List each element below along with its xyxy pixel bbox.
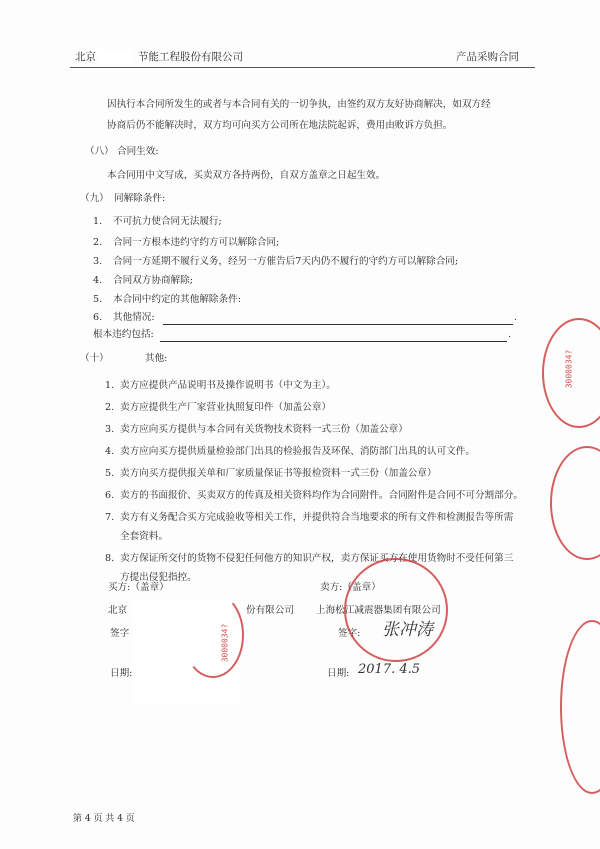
list-item-number: 3. [105,424,115,435]
list-item-text: 卖方应向买方提供质量检验部门出具的检验报告及环保、消防部门出具的认可文件。 [120,446,475,457]
dispute-line-1: 因执行本合同所发生的或者与本合同有关的一切争执，由签约双方友好协商解决，如双方经 [107,99,491,110]
list-item-number: 1. [105,380,115,391]
list-item-text: 合同双方协商解除; [113,275,193,286]
seller-handwritten-date: 2017. 4.5 [358,662,421,677]
list-item-number: 7. [105,512,115,523]
blank-period: . [514,312,518,323]
page-number: 第 4 页 共 4 页 [73,814,135,824]
buyer-company-prefix: 北京 [108,605,128,616]
list-item-text: 卖方有义务配合买方完成验收等相关工作，并提供符合当地要求的所有文件和检测报告等所需 [120,512,514,523]
margin-seal-bottom [560,620,600,794]
list-item-text: 合同一方根本违约守约方可以解除合同; [113,237,280,248]
list-item-text: 卖方应提供产品说明书及操作说明书（中文为主）。 [120,380,336,391]
header-rule [70,67,535,68]
seller-sign-label: 签字: [338,628,361,639]
breach-blank-line [160,341,507,342]
header-company-suffix: 节能工程股份有限公司 [138,51,243,63]
list-item-text: 本合同中约定的其他解除条件: [113,294,241,305]
buyer-date-label: 日期: [110,668,133,679]
list-item-number: 2. [93,237,103,248]
header-doc-title: 产品采购合同 [456,51,519,63]
buyer-sign-label: 签字 [110,628,130,639]
buyer-label: 买方:（盖章） [108,582,169,593]
list-item-text: 全套资料。 [120,531,168,542]
list-item-number: 6. [105,490,115,501]
list-item-text: 方提出侵犯指控。 [120,572,197,583]
seller-handwritten-signature: 张冲涛 [382,620,433,640]
buyer-company-suffix: 份有限公司 [246,605,294,616]
redacted-area [98,50,134,64]
breach-label: 根本违约包括: [93,329,154,340]
buyer-seal-partial-stamp [182,592,244,678]
list-item-number: 6. [93,312,103,323]
seller-label: 卖方:（盖章） [320,582,381,593]
blank-period: . [508,329,512,340]
seller-company: 上海松江减震器集团有限公司 [316,605,441,616]
list-item-text: 卖方保证所交付的货物不侵犯任何他方的知识产权，卖方保证买方在使用货物时不受任何第三 [120,553,514,564]
seal-number-center: 3000034? [220,623,230,663]
list-item-number: 1. [93,216,103,227]
list-item-number: 3. [93,256,103,267]
header-company-prefix: 北京 [75,51,96,63]
section-10-title: 其他: [145,353,168,364]
list-item-number: 5. [93,294,103,305]
section-8-number: （八） [85,146,114,157]
other-conditions-blank-line [163,324,513,325]
list-item-text: 卖方应提供生产厂家营业执照复印件（加盖公章） [120,402,332,413]
margin-seal-middle [550,446,600,560]
seal-number-right: 3000034? [564,349,574,389]
list-item-text: 卖方向买方提供报关单和厂家质量保证书等报检资料一式三份（加盖公章） [120,468,437,479]
list-item-text: 卖方应向买方提供与本合同有关货物技术资料一式三份（加盖公章） [120,424,408,435]
section-10-number: （十） [80,353,109,364]
list-item-text: 其他情况: [113,312,155,323]
dispute-line-2: 协商后仍不能解决时，双方均可向买方公司所在地法院起诉，费用由败诉方负担。 [107,120,453,131]
section-9-title: 同解除条件: [114,193,166,204]
section-8-body: 本合同用中文写成，买卖双方各持两份，自双方盖章之日起生效。 [107,170,386,181]
list-item-text: 合同一方延期不履行义务，经另一方催告后7天内仍不履行的守约方可以解除合同; [113,256,459,267]
list-item-text: 不可抗力使合同无法履行; [113,216,222,227]
seller-company-seal-stamp [344,558,448,662]
list-item-number: 8. [105,553,115,564]
section-8-title: 合同生效: [117,146,159,157]
list-item-number: 4. [93,275,103,286]
list-item-text: 卖方的书面报价、买卖双方的传真及相关资料均作为合同附件。合同附件是合同不可分割部分。 [120,490,523,501]
seller-date-label: 日期: [327,668,350,679]
section-9-number: （九） [80,193,109,204]
list-item-number: 5. [105,468,115,479]
list-item-number: 4. [105,446,115,457]
list-item-number: 2. [105,402,115,413]
